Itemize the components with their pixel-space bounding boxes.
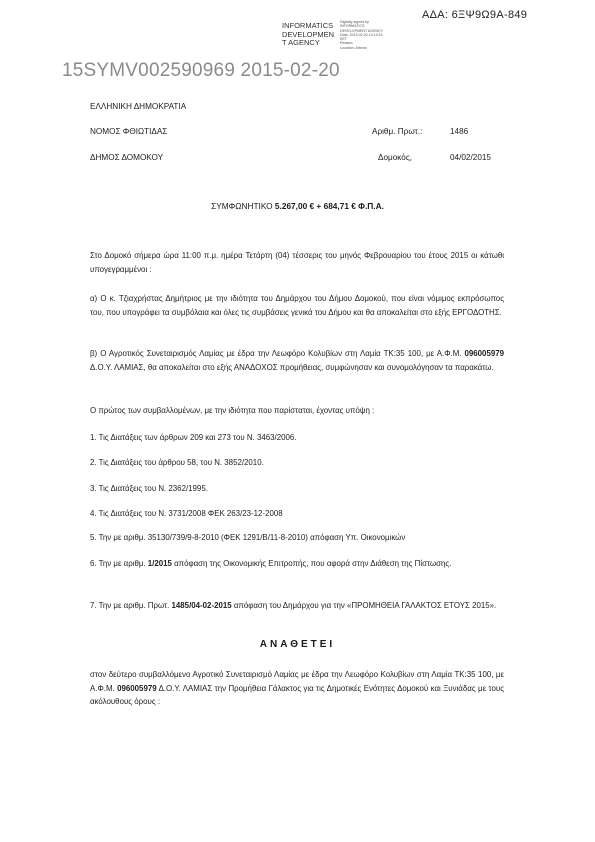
signature-meta-line: INFORMATICS bbox=[340, 24, 365, 29]
list-item-7 bbox=[90, 599, 504, 613]
document-watermark: 15SYMV002590969 2015-02-20 bbox=[62, 60, 340, 81]
protocol-number: 1486 bbox=[450, 127, 469, 136]
list-item: 4. Τις Διατάξεις του Ν. 3731/2008 ΦΕΚ 263/23-12-2008 bbox=[90, 509, 283, 518]
intro-paragraph: Στο Δομοκό σήμερα ώρα 11:00 π.μ. ημέρα Τετάρτη (04) τέσσερις του μηνός Φεβρουαρίου του έτους 2015 οι κάτωθι υπογεγραμμένοι : bbox=[90, 251, 504, 274]
signature-meta-line: Date: 2015.02.20 14:19:10 bbox=[340, 32, 383, 37]
party-b-paragraph bbox=[90, 347, 504, 374]
header-date: 04/02/2015 bbox=[450, 153, 491, 162]
party-a-paragraph: α) Ο κ. Τζιαχρήστας Δημήτριος με την ιδιότητα του Δημάρχου του Δήμου Δομοκού, που είναι νόμιμος εκπρόσωπος του, που υπογράφει τα συμβόλαια και όλες τις συμβάσεις γενικά του Δήμου και θα αποκαλείται στο εξής ΕΡΓΟΔΟΤΗΣ. bbox=[90, 294, 504, 317]
header-country: ΕΛΛΗΝΙΚΗ ΔΗΜΟΚΡΑΤΙΑ bbox=[90, 102, 187, 111]
protocol-label: Αριθμ. Πρωτ.: bbox=[372, 127, 423, 136]
signature-meta-line: DEVELOPMENT AGENCY bbox=[340, 28, 384, 33]
list-item: 2. Τις Διατάξεις του άρθρου 58, του Ν. 3852/2010. bbox=[90, 458, 264, 467]
closing-afm: 096005979 bbox=[117, 683, 157, 693]
signature-org-line: T AGENCY bbox=[282, 38, 320, 47]
ada-code: ΑΔΑ: 6ΞΨ9Ω9Α-849 bbox=[422, 9, 528, 21]
first-party-line: Ο πρώτος των συμβαλλομένων, με την ιδιότητα που παρίσταται, έχοντας υπόψη : bbox=[90, 406, 375, 415]
item6-text: 6. Την με αριθμ. bbox=[90, 559, 148, 568]
list-item: 1. Τις Διατάξεις των άρθρων 209 και 273 του Ν. 3463/2006. bbox=[90, 433, 297, 442]
signature-meta-line: EET bbox=[340, 37, 347, 42]
party-b-text: β) Ο Αγροτικός Συνεταιρισμός Λαμίας με έδρα την Λεωφόρο Κολυβίων στη Λαμία ΤΚ:35 100, με Α.Φ.Μ. bbox=[90, 349, 465, 358]
item6-text-cont: απόφαση της Οικονομικής Επιτροπής, που αφορά στην Διάθεση της Πίστωσης. bbox=[171, 559, 452, 568]
closing-text-cont: Δ.Ο.Υ. ΛΑΜΙΑΣ την Προμήθεια Γάλακτος για τις Δημοτικές Ενότητες Δομοκού και Ξυνιάδας με τους ακόλουθους όρους : bbox=[90, 683, 504, 706]
signature-meta-line: Reason: bbox=[340, 41, 354, 46]
header-place: Δομοκός, bbox=[378, 153, 413, 162]
signature-details bbox=[340, 20, 440, 50]
list-item: 3. Τις Διατάξεις του Ν. 2362/1995. bbox=[90, 484, 208, 493]
contract-amount: 5.267,00 € + 684,71 € Φ.Π.Α. bbox=[274, 201, 384, 211]
item7-number: 1485/04-02-2015 bbox=[171, 601, 232, 610]
list-item-6 bbox=[90, 557, 504, 571]
header-prefecture: ΝΟΜΟΣ ΦΘΙΩΤΙΔΑΣ bbox=[90, 127, 168, 136]
party-b-afm: 096005979 bbox=[464, 349, 504, 358]
closing-text: στον δεύτερο συμβαλλόμενο Αγροτικό Συνεταιρισμό Λαμίας με έδρα την Λεωφόρο Κολυβίων στη Λαμία ΤΚ:35 100, με Α.Φ.Μ. bbox=[90, 670, 504, 693]
contract-title-prefix: ΣΥΜΦΩΝΗΤΙΚΟ bbox=[211, 201, 275, 211]
item6-number: 1/2015 bbox=[147, 559, 172, 568]
header-municipality: ΔΗΜΟΣ ΔΟΜΟΚΟΥ bbox=[90, 153, 164, 162]
item7-text-cont: απόφαση του Δημάρχου για την «ΠΡΟΜΗΘΕΙΑ ΓΑΛΑΚΤΟΣ ΕΤΟΥΣ 2015». bbox=[231, 601, 497, 610]
signature-meta-line: Digitally signed by bbox=[340, 20, 369, 24]
signature-organization bbox=[282, 22, 342, 48]
party-b-text-cont: Δ.Ο.Υ. ΛΑΜΙΑΣ, θα αποκαλείται στο εξής ΑΝΑΔΟΧΟΣ προμήθειας, συμφώνησαν και συνομολόγησαν τα παρακάτω. bbox=[90, 362, 494, 372]
signature-meta-line: Location: Athens bbox=[340, 45, 367, 50]
contract-title bbox=[0, 201, 595, 211]
signature-org-line: INFORMATICS bbox=[282, 21, 334, 30]
assigns-heading: ΑΝΑΘΕΤΕΙ bbox=[259, 639, 336, 650]
item7-text: 7. Την με αριθμ. Πρωτ. bbox=[90, 601, 172, 610]
list-item: 5. Την με αριθμ. 35130/739/9-8-2010 (ΦΕΚ 1291/Β/11-8-2010) απόφαση Υπ. Οικονομικών bbox=[90, 533, 406, 542]
closing-paragraph bbox=[90, 668, 504, 709]
signature-org-line: DEVELOPMEN bbox=[282, 29, 335, 39]
